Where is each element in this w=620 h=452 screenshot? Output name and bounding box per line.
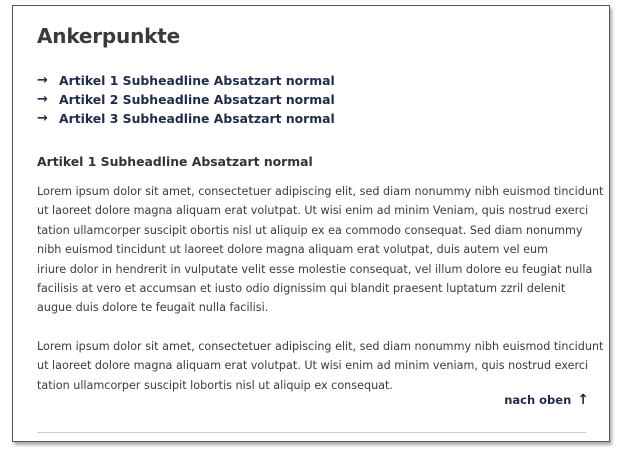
arrow-right-icon: → — [37, 111, 48, 126]
arrow-right-icon: → — [37, 73, 48, 88]
divider — [37, 432, 586, 433]
paragraph-line: tation ullamcorper suscipit lobortis nisl ut aliquip ex consequat. — [37, 378, 393, 392]
article-paragraph-2 — [37, 337, 603, 395]
anchor-link-label[interactable]: Artikel 1 Subheadline Absatzart normal — [59, 73, 335, 88]
page-title: Ankerpunkte — [37, 24, 180, 48]
article-headline: Artikel 1 Subheadline Absatzart normal — [37, 154, 313, 169]
anchor-link-1[interactable] — [37, 71, 335, 90]
anchor-link-label[interactable]: Artikel 2 Subheadline Absatzart normal — [59, 92, 335, 107]
anchor-link-label[interactable]: Artikel 3 Subheadline Absatzart normal — [59, 111, 335, 126]
paragraph-line: augue duis dolore te feugait nulla facilisi. — [37, 301, 269, 315]
paragraph-line: tation ullamcorper suscipit obortis nisl ut aliquip ex ea commodo consequat. Sed diam nonummy — [37, 223, 583, 237]
anchor-link-2[interactable] — [37, 90, 335, 109]
arrow-right-icon: → — [37, 92, 48, 107]
content-frame — [12, 5, 610, 442]
back-to-top-link[interactable] — [504, 392, 589, 408]
paragraph-line: ut laoreet dolore magna aliquam erat volutpat. Ut wisi enim ad minim veniam, quis nostrud exerci — [37, 359, 589, 373]
anchor-link-3[interactable] — [37, 109, 335, 128]
paragraph-line: ut laoreet dolore magna aliquam erat volutpat. Ut wisi enim ad minim Veniam, quis nostrud exerci — [37, 204, 589, 218]
paragraph-line: facilisis at vero et accumsan et iusto odio dignissim qui blandit praesent luptatum zzril delenit — [37, 282, 566, 296]
anchor-list — [37, 71, 335, 128]
article-paragraph-1 — [37, 182, 603, 318]
back-to-top-label[interactable]: nach oben — [504, 393, 572, 407]
paragraph-line: Lorem ipsum dolor sit amet, consectetuer adipiscing elit, sed diam nonummy nibh euismod tincidunt — [37, 340, 604, 353]
paragraph-line: Lorem ipsum dolor sit amet, consectetuer adipiscing elit, sed diam nonummy nibh euismod tincidunt — [37, 185, 604, 198]
paragraph-line: iriure dolor in hendrerit in vulputate velit esse molestie consequat, vel illum dolore eu feugiat nulla — [37, 262, 593, 276]
arrow-up-icon: ↑ — [577, 392, 589, 408]
paragraph-line: nibh euismod tincidunt ut laoreet dolore magna aliquam erat volutpat, duis autem vel eum — [37, 243, 549, 257]
